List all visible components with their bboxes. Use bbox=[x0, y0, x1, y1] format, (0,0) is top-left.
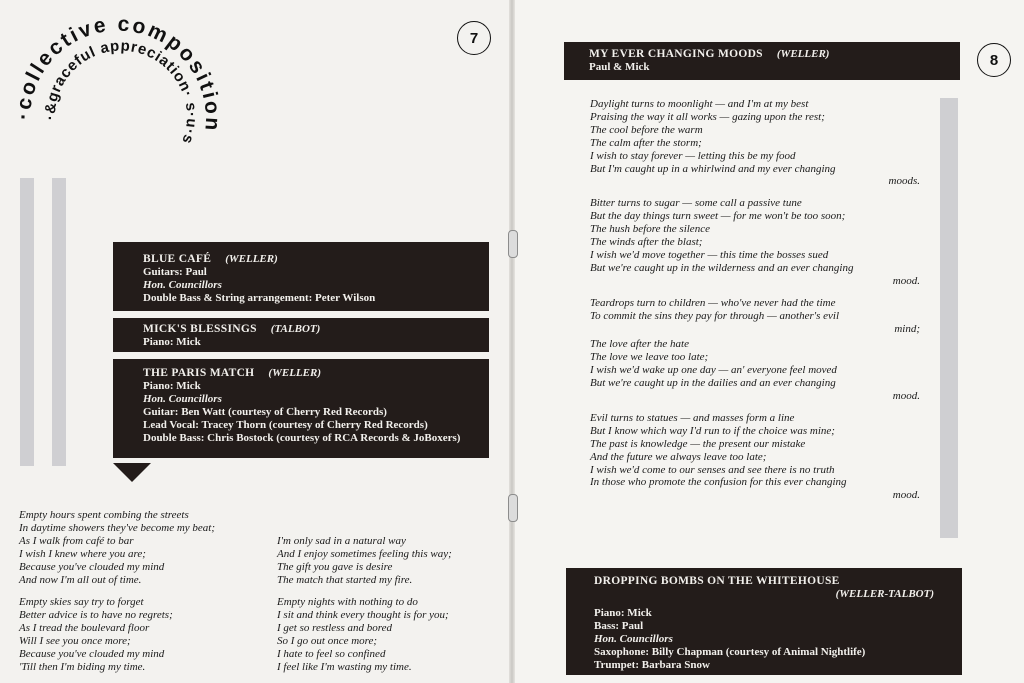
song-title: DROPPING BOMBS ON THE WHITEHOUSE bbox=[594, 575, 840, 587]
lyric-line: In those who promote the confusion for this ever changing bbox=[590, 476, 847, 489]
circle-text-outer: ·collective composition bbox=[11, 12, 225, 134]
lyric-line: But we're caught up in the wilderness and an ever changing bbox=[590, 261, 854, 274]
lyric-line: And I enjoy sometimes feeling this way; bbox=[277, 548, 452, 560]
lyric-line: But I'm caught up in a whirlwind and my ever changing bbox=[590, 162, 836, 175]
song-composer: (TALBOT) bbox=[270, 323, 321, 335]
song-title: MY EVER CHANGING MOODS bbox=[589, 48, 763, 60]
lyric-line: But I know which way I'd run to if the choice was mine; bbox=[590, 424, 835, 437]
gray-bar-right bbox=[940, 98, 958, 538]
lyric-stanza bbox=[590, 197, 920, 287]
credit-line: Guitar: Ben Watt (courtesy of Cherry Red Records) bbox=[143, 406, 387, 418]
lyric-line: mood. bbox=[892, 274, 920, 287]
circle-text-inner: ·&graceful appreciation· s·u·s bbox=[41, 37, 201, 147]
credit-line: Piano: Mick bbox=[594, 607, 652, 619]
lyric-line: moods. bbox=[888, 175, 920, 188]
lyrics-column-2 bbox=[277, 535, 452, 674]
lyric-line: The match that started my fire. bbox=[277, 574, 413, 586]
lyric-line: The love after the hate bbox=[590, 338, 689, 351]
lyric-line: Because you've clouded my mind bbox=[19, 648, 165, 660]
lyric-line: I wish I knew where you are; bbox=[19, 548, 146, 560]
lyric-line: The calm after the storm; bbox=[590, 136, 702, 149]
lyrics-column-1 bbox=[19, 509, 215, 674]
lyric-line: As I walk from café to bar bbox=[19, 535, 134, 547]
lyric-line: I get so restless and bored bbox=[277, 622, 392, 634]
credit-line: Double Bass: Chris Bostock (courtesy of RCA Records & JoBoxers) bbox=[143, 432, 461, 444]
lyric-line: But we're caught up in the dailies and an ever changing bbox=[590, 377, 836, 390]
pointer-triangle bbox=[113, 463, 151, 482]
song-box-paris-match bbox=[113, 359, 489, 458]
lyric-line: Better advice is to have no regrets; bbox=[19, 609, 173, 621]
spine-gutter bbox=[509, 0, 515, 683]
lyric-line: And the future we always leave too late; bbox=[590, 450, 767, 463]
credit-line: Trumpet: Barbara Snow bbox=[594, 659, 710, 671]
lyric-line: I wish we'd wake up one day — an' everyone feel moved bbox=[590, 364, 837, 377]
lyrics-my-ever-changing-moods bbox=[590, 98, 920, 511]
staple-bottom bbox=[508, 494, 518, 522]
credit-line: Saxophone: Billy Chapman (courtesy of Animal Nightlife) bbox=[594, 646, 866, 658]
lyric-line: Evil turns to statues — and masses form a line bbox=[590, 411, 795, 424]
lyric-line: So I go out once more; bbox=[277, 635, 378, 647]
lyric-line: Will I see you once more; bbox=[19, 635, 131, 647]
credit-line: Paul & Mick bbox=[589, 61, 650, 73]
lyric-stanza bbox=[590, 338, 920, 403]
credit-line: Hon. Councillors bbox=[143, 279, 222, 291]
staple-top bbox=[508, 230, 518, 258]
lyric-line: The hush before the silence bbox=[590, 223, 710, 236]
lyric-line: But the day things turn sweet — for me won't be too soon; bbox=[590, 210, 846, 223]
page-number-right: 8 bbox=[977, 43, 1011, 77]
lyric-line: Because you've clouded my mind bbox=[19, 561, 165, 573]
lyric-line: Empty skies say try to forget bbox=[19, 596, 144, 608]
song-composer: (WELLER) bbox=[268, 367, 321, 379]
lyric-line: 'Till then I'm biding my time. bbox=[19, 661, 146, 673]
song-box-micks-blessings bbox=[113, 318, 489, 352]
lyric-line: Empty nights with nothing to do bbox=[277, 596, 418, 608]
lyric-line: Bitter turns to sugar — some call a passive tune bbox=[590, 197, 802, 210]
lyric-line: I wish we'd come to our senses and see there is no truth bbox=[590, 463, 835, 476]
credit-line: Hon. Councillors bbox=[143, 393, 222, 405]
lyric-line: I sit and think every thought is for you; bbox=[277, 609, 449, 621]
lyric-line: To commit the sins they pay for through — another's evil bbox=[590, 309, 840, 322]
lyric-line: I wish to stay forever — letting this be my food bbox=[590, 149, 796, 162]
lyric-stanza bbox=[590, 412, 920, 502]
lyric-line: I feel like I'm wasting my time. bbox=[277, 661, 412, 673]
circular-title-graphic bbox=[0, 0, 260, 230]
lyric-line: The winds after the blast; bbox=[590, 236, 703, 249]
credit-line: Bass: Paul bbox=[594, 620, 644, 632]
lyric-line: mind; bbox=[894, 322, 920, 335]
lyric-line: I'm only sad in a natural way bbox=[277, 535, 406, 547]
lyric-line: Daylight turns to moonlight — and I'm at my best bbox=[590, 98, 809, 110]
song-title: MICK'S BLESSINGS bbox=[143, 323, 257, 335]
credit-line: Hon. Councillors bbox=[594, 633, 673, 645]
gray-bar-1 bbox=[20, 178, 34, 466]
lyric-line: The love we leave too late; bbox=[590, 351, 709, 364]
lyric-line: Teardrops turn to children — who've never had the time bbox=[590, 296, 836, 309]
lyric-line: In daytime showers they've become my beat; bbox=[19, 522, 216, 534]
lyric-line: As I tread the boulevard floor bbox=[19, 622, 150, 634]
lyric-line: Empty hours spent combing the streets bbox=[19, 509, 189, 521]
song-box-dropping-bombs bbox=[566, 568, 962, 675]
lyric-stanza bbox=[590, 98, 920, 188]
song-composer: (WELLER) bbox=[225, 253, 278, 265]
gray-bar-2 bbox=[52, 178, 66, 466]
lyric-line: I wish we'd move together — this time the bosses sued bbox=[590, 248, 829, 261]
credit-line: Guitars: Paul bbox=[143, 266, 207, 278]
lyric-line: Praising the way it all works — gazing upon the rest; bbox=[590, 110, 825, 123]
lyric-line: The gift you gave is desire bbox=[277, 561, 393, 573]
lyric-line: And now I'm all out of time. bbox=[19, 574, 142, 586]
lyric-line: I hate to feel so confined bbox=[277, 648, 386, 660]
lyric-line: mood. bbox=[892, 390, 920, 403]
credit-line: Lead Vocal: Tracey Thorn (courtesy of Cherry Red Records) bbox=[143, 419, 428, 431]
song-box-my-ever-changing-moods bbox=[564, 42, 960, 80]
credit-line: Double Bass & String arrangement: Peter Wilson bbox=[143, 292, 376, 304]
lyric-line: The cool before the warm bbox=[590, 123, 703, 136]
page-number-left: 7 bbox=[457, 21, 491, 55]
lyric-line: mood. bbox=[892, 489, 920, 502]
credit-line: Piano: Mick bbox=[143, 336, 201, 348]
song-box-blue-cafe bbox=[113, 242, 489, 311]
song-title: BLUE CAFÉ bbox=[143, 253, 212, 265]
song-composer: (WELLER-TALBOT) bbox=[835, 588, 934, 600]
lyric-stanza bbox=[590, 297, 920, 336]
song-composer: (WELLER) bbox=[776, 48, 830, 60]
credit-line: Piano: Mick bbox=[143, 380, 201, 392]
lyric-line: The past is knowledge — the present our mistake bbox=[590, 437, 806, 450]
song-title: THE PARIS MATCH bbox=[143, 367, 255, 379]
